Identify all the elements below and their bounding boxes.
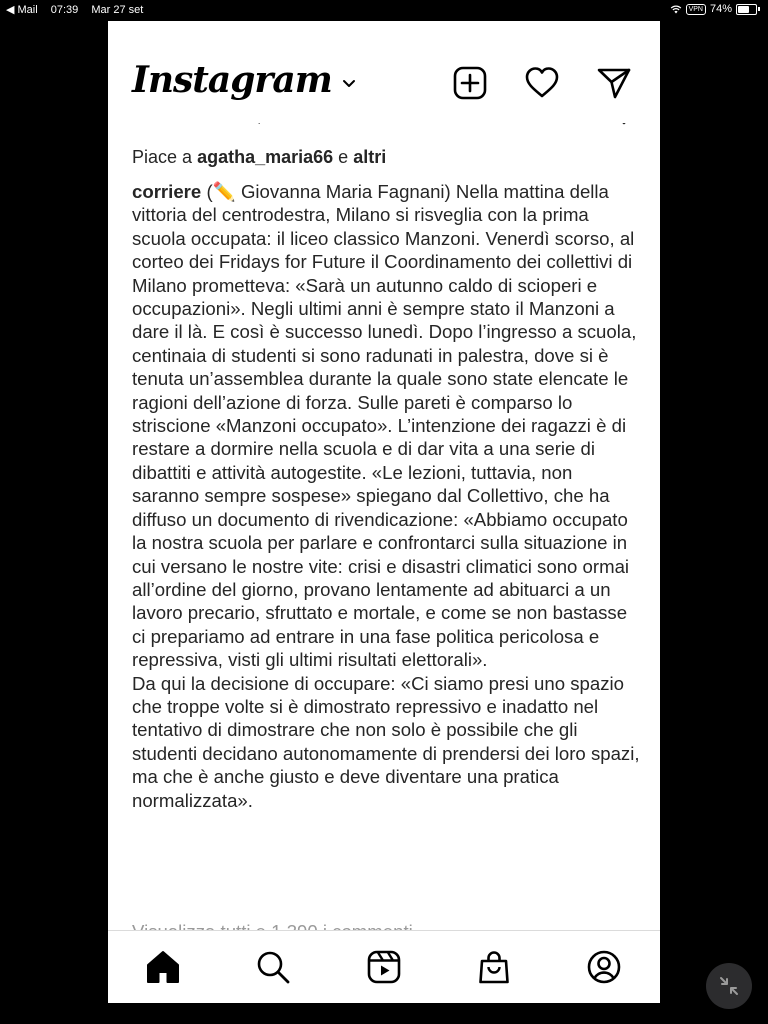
direct-message-icon	[596, 65, 632, 101]
tab-home[interactable]	[145, 949, 181, 985]
battery-icon	[736, 4, 757, 15]
profile-icon	[586, 949, 622, 985]
instagram-logo: Instagram	[132, 59, 332, 101]
status-date: Mar 27 set	[91, 4, 144, 16]
status-time: 07:39	[50, 4, 79, 16]
notifications-button[interactable]	[524, 65, 560, 101]
back-to-mail-link[interactable]: ◀ Mail	[6, 4, 38, 16]
caption-username[interactable]: corriere	[132, 181, 202, 202]
reels-icon	[366, 949, 402, 985]
likes-prefix: Piace a	[132, 147, 193, 167]
chevron-down-icon	[342, 79, 356, 88]
new-post-icon	[452, 65, 488, 101]
heart-icon	[524, 65, 560, 101]
instagram-header	[108, 21, 660, 123]
instagram-app-window	[108, 21, 660, 1003]
caption-paragraph-2: Da qui la decisione di occupare: «Ci siamo presi uno spazio che troppe volte si è dimostrato repressivo e inadatto nel tentativo di dimostrare che non solo è possibile che gli studenti decidano autonomamente di prendersi dei loro spazi, ma che è anche giusto e deve diventare una pratica normalizzata».	[132, 672, 640, 811]
status-bar	[0, 0, 768, 20]
likes-and: e	[338, 147, 349, 167]
tab-search[interactable]	[255, 949, 291, 985]
likes-line	[132, 147, 386, 168]
caption-paragraph-1: (✏️ Giovanna Maria Fagnani) Nella mattina della vittoria del centrodestra, Milano si risveglia con la prima scuola occupata: il liceo classico Manzoni. Venerdì scorso, al corteo dei Fridays for Future il Coordinamento dei collettivi di Milano prometteva: «Sarà un autunno caldo di scioperi e occupazioni». Negli ultimi anni è sempre stato il Manzoni a dare il là. E così è successo lunedì. Dopo l’ingresso a scuola, centinaia di studenti si sono radunati in palestra, dove si è tenuta un’assemblea durante la quale sono state elencate le ragioni dell’azione di forza. Sulle pareti è comparso lo striscione «Manzoni occupato». L’intenzione dei ragazzi è di restare a dormire nella scuola e di dar vita a una serie di dibattiti e attività autogestite. «Le lezioni, tuttavia, non saranno sempre sospese» spiegano dal Collettivo, che ha diffuso un documento di rivendicazione: «Abbiamo occupato la nostra scuola per parlare e confrontarci sulla situazione in cui versano le nostre vite: crisi e disastri climatici sono ormai all’ordine del giorno, provano lentamente ad abituarci a un lavoro precario, sfruttato e mortale, e come se non bastasse ci prepariamo ad entrare in una fase politica pericolosa e repressiva, visti gli ultimi risultati elettorali».	[132, 181, 637, 671]
post-caption	[132, 180, 642, 812]
direct-messages-button[interactable]	[596, 65, 632, 101]
home-icon	[145, 949, 181, 985]
bottom-tab-bar	[108, 930, 660, 1003]
collapse-arrows-icon	[718, 975, 740, 997]
liked-by-others[interactable]: altri	[353, 147, 387, 167]
shop-icon	[476, 949, 512, 985]
account-switcher[interactable]	[132, 59, 356, 101]
battery-percent: 74%	[709, 3, 732, 15]
feed-post	[108, 123, 660, 931]
tab-shop[interactable]	[476, 949, 512, 985]
search-icon	[255, 949, 291, 985]
wifi-icon	[670, 5, 682, 14]
vpn-badge: VPN	[686, 4, 706, 15]
new-post-button[interactable]	[452, 65, 488, 101]
liked-by-username[interactable]: agatha_maria66	[197, 147, 334, 167]
exit-fullscreen-button[interactable]	[706, 963, 752, 1009]
tab-profile[interactable]	[586, 949, 622, 985]
tab-reels[interactable]	[366, 949, 402, 985]
